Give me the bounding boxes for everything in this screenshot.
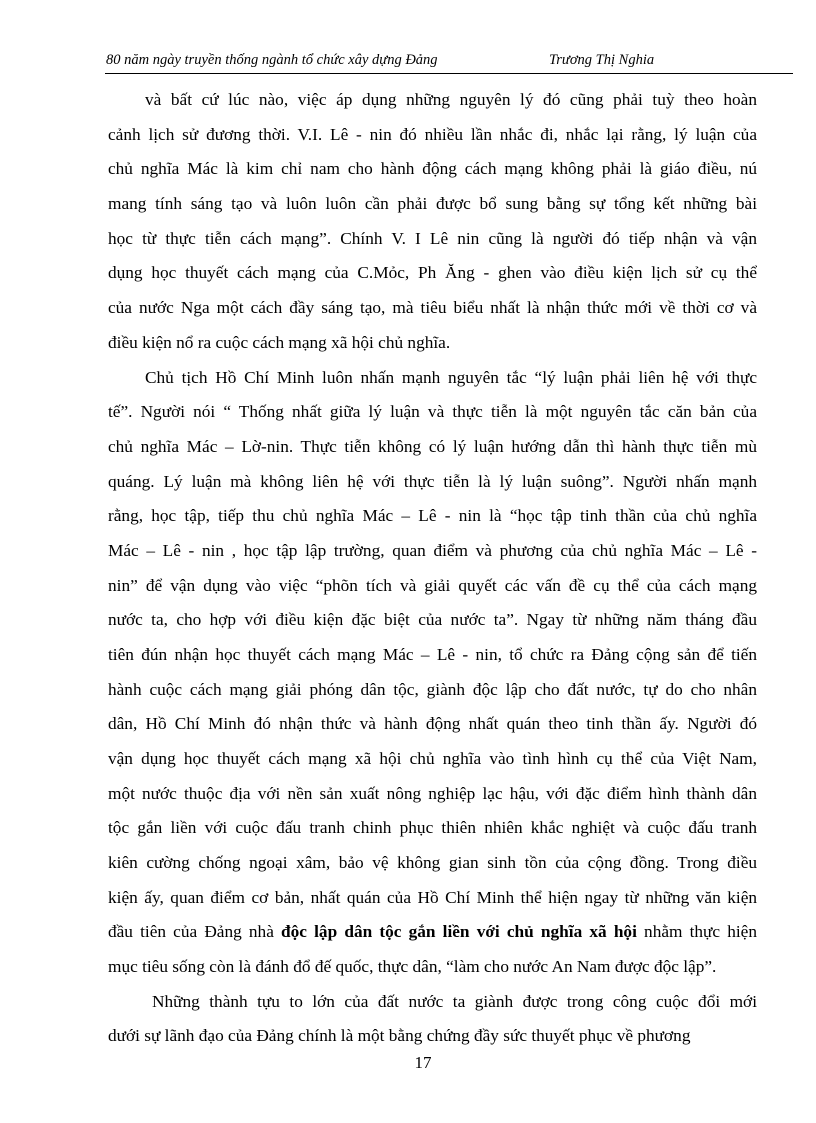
text-line: dụng học thuyết cách mạng của C.Mỏc, Ph Ăng - ghen vào điều kiện lịch sử cụ thể (108, 263, 757, 282)
emphasized-text: độc lập dân tộc gắn liền với chủ nghĩa xã hội (281, 922, 637, 941)
text-line: nước ta, cho hợp với điều kiện đặc biệt của nước ta”. Ngay từ những năm tháng đầu (108, 610, 757, 629)
text-line: cảnh lịch sử đương thời. V.I. Lê - nin đó nhiều lần nhắc đi, nhắc lại rằng, lý luận của (108, 125, 757, 144)
text-line: Chủ tịch Hồ Chí Minh luôn nhấn mạnh nguyên tắc “lý luận phải liên hệ với thực (145, 368, 757, 387)
text-line: chủ nghĩa Mác – Lờ-nin. Thực tiễn không có lý luận hướng dẫn thì hành thực tiễn mù (108, 437, 757, 456)
text-line: quáng. Lý luận mà không liên hệ với thực tiễn là lý luận suông”. Người nhấn mạnh (108, 472, 757, 491)
text-line: học từ thực tiễn cách mạng”. Chính V. I Lê nin cũng là người đó tiếp nhận và vận (108, 229, 757, 248)
text-line: dân, Hồ Chí Minh đó nhận thức và hành động nhất quán theo tinh thần ấy. Người đó (108, 714, 757, 733)
text-line: mục tiêu sống còn là đánh đổ đế quốc, thực dân, “làm cho nước An Nam được độc lập”. (108, 957, 717, 976)
text-line: của nước Nga một cách đầy sáng tạo, mà tiêu biểu nhất là nhận thức mới về thời cơ và (108, 298, 757, 317)
text-line: hành cuộc cách mạng giải phóng dân tộc, giành độc lập cho đất nước, tự do cho nhân (108, 680, 757, 699)
text-line: kiện ấy, quan điểm cơ bản, nhất quán của Hồ Chí Minh thể hiện ngay từ những văn kiện (108, 888, 757, 907)
text-segment: đầu tiên của Đảng nhà (108, 922, 282, 941)
page-number: 17 (414, 1053, 432, 1072)
header-divider (105, 73, 793, 74)
header-author: Trương Thị Nghia (549, 52, 655, 68)
text-segment: nhằm thực hiện (644, 922, 757, 941)
text-line: và bất cứ lúc nào, việc áp dụng những nguyên lý đó cũng phải tuỳ theo hoàn (145, 90, 757, 109)
text-line: Những thành tựu to lớn của đất nước ta giành được trong công cuộc đổi mới (152, 992, 757, 1011)
text-line: mang tính sáng tạo và luôn luôn cần phải được bổ sung bằng sự tổng kết những bài (108, 194, 757, 213)
text-line: tiên đún nhận học thuyết cách mạng Mác – Lê - nin, tổ chức ra Đảng cộng sản để tiến (108, 645, 757, 664)
text-line: nin” để vận dụng vào việc “phõn tích và giải quyết các vấn đề cụ thể của cách mạng (108, 576, 757, 595)
text-line: Mác – Lê - nin , học tập lập trường, quan điểm và phương của chủ nghĩa Mác – Lê - (108, 541, 757, 560)
text-line: kiên cường chống ngoại xâm, bảo vệ không gian sinh tồn của cộng đồng. Trong điều (108, 853, 757, 872)
text-line-with-emphasis (108, 922, 757, 942)
text-line: một nước thuộc địa với nền sản xuất nông nghiệp lạc hậu, với đặc điểm hình thành dân (108, 784, 757, 803)
text-line: chủ nghĩa Mác là kim chỉ nam cho hành động cách mạng không phải là giáo điều, nú (108, 159, 757, 178)
text-line: điều kiện nổ ra cuộc cách mạng xã hội chủ nghĩa. (108, 333, 451, 352)
text-line: vận dụng học thuyết cách mạng xã hội chủ nghĩa vào tình hình cụ thể của Việt Nam, (108, 749, 757, 768)
text-line: tộc gắn liền với cuộc đấu tranh chinh phục thiên nhiên khắc nghiệt và cuộc đấu tranh (108, 818, 757, 837)
text-line: tế”. Người nói “ Thống nhất giữa lý luận và thực tiễn là một nguyên tắc căn bản của (108, 402, 757, 421)
text-line: dưới sự lãnh đạo của Đảng chính là một bằng chứng đầy sức thuyết phục về phương (108, 1026, 691, 1045)
header-title: 80 năm ngày truyền thống ngành tổ chức xây dựng Đảng (106, 52, 438, 68)
text-line: rằng, học tập, tiếp thu chủ nghĩa Mác – Lê - nin là “học tập tinh thần của chủ nghĩa (108, 506, 757, 525)
